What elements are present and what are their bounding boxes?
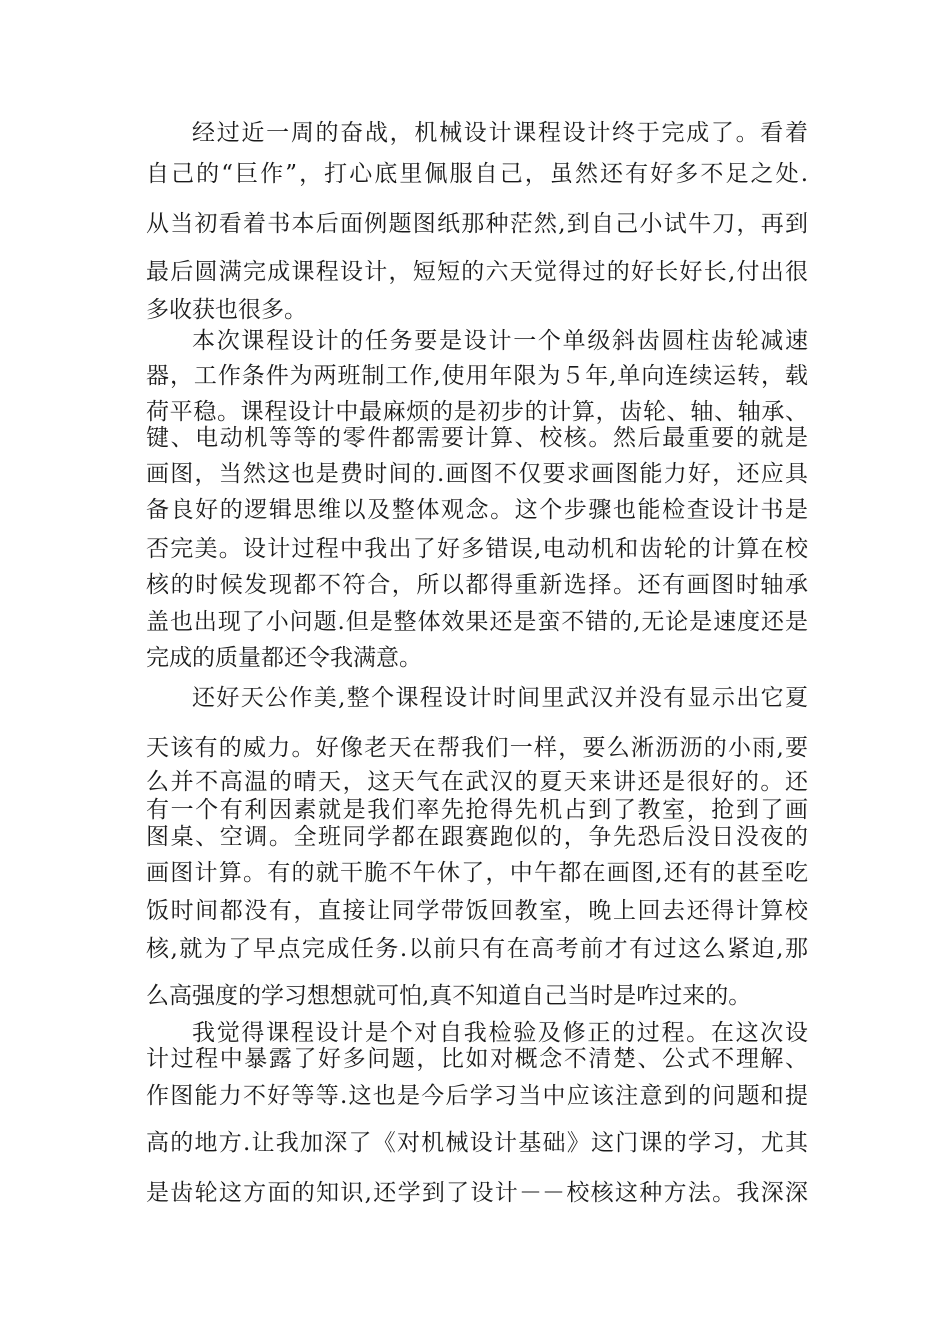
paragraph-1-line-5: 多收获也很多。 — [146, 297, 307, 323]
paragraph-1-line-4: 最后圆满完成课程设计，短短的六天觉得过的好长好长,付出很 — [146, 259, 808, 285]
paragraph-3-line-9: 么高强度的学习想想就可怕,真不知道自己当时是咋过来的。 — [146, 983, 752, 1009]
paragraph-4-line-2: 计过程中暴露了好多问题，比如对概念不清楚、公式不理解、 — [146, 1046, 808, 1072]
paragraph-1-line-2: 自己的“巨作”，打心底里佩服自己，虽然还有好多不足之处. — [146, 161, 808, 187]
paragraph-3-line-8: 核,就为了早点完成任务.以前只有在高考前才有过这么紧迫,那 — [146, 936, 808, 962]
paragraph-2-line-10: 完成的质量都还令我满意。 — [146, 645, 422, 671]
paragraph-3-line-7: 饭时间都没有，直接让同学带饭回教室，晚上回去还得计算校 — [146, 898, 808, 924]
paragraph-3-line-4: 有一个有利因素就是我们率先抢得先机占到了教室，抢到了画 — [146, 797, 808, 823]
paragraph-2-line-7: 否完美。设计过程中我出了好多错误,电动机和齿轮的计算在校 — [146, 536, 808, 562]
paragraph-3-line-1: 还好天公作美,整个课程设计时间里武汉并没有显示出它夏 — [192, 685, 808, 711]
paragraph-1-line-3: 从当初看着书本后面例题图纸那种茫然,到自己小试牛刀，再到 — [146, 211, 808, 237]
paragraph-4-line-3: 作图能力不好等等.这也是今后学习当中应该注意到的问题和提 — [146, 1083, 808, 1109]
paragraph-2-line-1: 本次课程设计的任务要是设计一个单级斜齿圆柱齿轮减速 — [192, 328, 808, 354]
paragraph-4-line-5: 是齿轮这方面的知识,还学到了设计－－校核这种方法。我深深 — [146, 1180, 808, 1206]
paragraph-2-line-6: 备良好的逻辑思维以及整体观念。这个步骤也能检查设计书是 — [146, 497, 808, 523]
paragraph-3-line-2: 天该有的威力。好像老天在帮我们一样，要么淅沥沥的小雨,要 — [146, 735, 808, 761]
paragraph-4-line-1: 我觉得课程设计是个对自我检验及修正的过程。在这次设 — [192, 1020, 808, 1046]
paragraph-3-line-5: 图桌、空调。全班同学都在跟赛跑似的，争先恐后没日没夜的 — [146, 824, 808, 850]
paragraph-2-line-8: 核的时候发现都不符合，所以都得重新选择。还有画图时轴承 — [146, 572, 808, 598]
paragraph-2-line-9: 盖也出现了小问题.但是整体效果还是蛮不错的,无论是速度还是 — [146, 609, 808, 635]
paragraph-2-line-5: 画图，当然这也是费时间的.画图不仅要求画图能力好，还应具 — [146, 461, 808, 487]
paragraph-4-line-4: 高的地方.让我加深了《对机械设计基础》这门课的学习，尤其 — [146, 1130, 808, 1156]
paragraph-1-line-1: 经过近一周的奋战，机械设计课程设计终于完成了。看着 — [192, 120, 808, 146]
paragraph-2-line-3: 荷平稳。课程设计中最麻烦的是初步的计算，齿轮、轴、轴承、 — [146, 399, 808, 425]
paragraph-2-line-2: 器，工作条件为两班制工作,使用年限为５年,单向连续运转，载 — [146, 363, 808, 389]
paragraph-3-line-3: 么并不高温的晴天，这天气在武汉的夏天来讲还是很好的。还 — [146, 769, 808, 795]
paragraph-2-line-4: 键、电动机等等的零件都需要计算、校核。然后最重要的就是 — [146, 425, 808, 451]
paragraph-3-line-6: 画图计算。有的就干脆不午休了，中午都在画图,还有的甚至吃 — [146, 860, 808, 886]
